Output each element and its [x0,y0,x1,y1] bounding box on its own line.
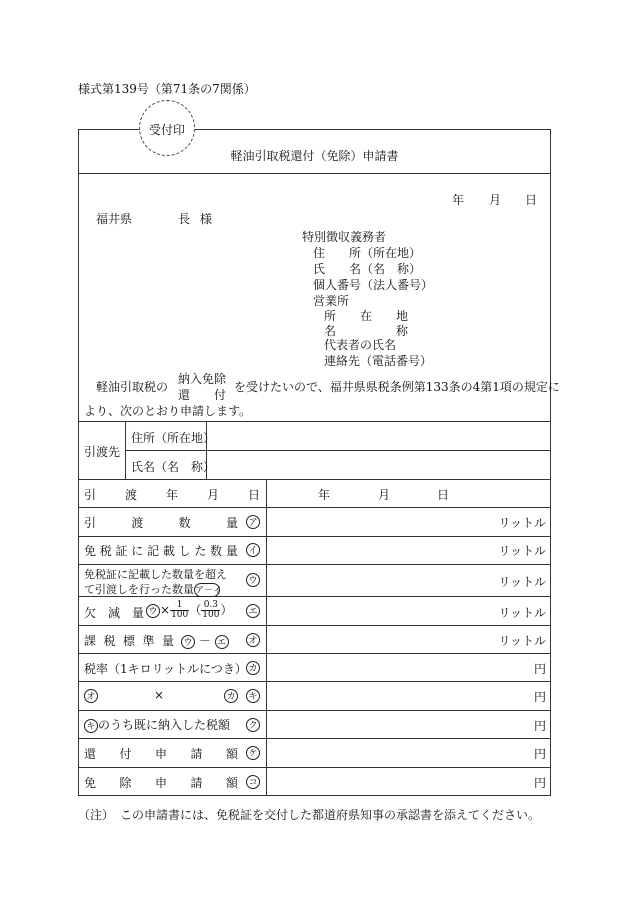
mark-ka: カ [246,661,260,675]
unit-yen: 円 [533,690,546,704]
office-name-label: 名 称 [324,324,409,338]
addressee-prefecture: 福井県 [96,212,133,226]
form-title: 軽油引取税還付（免除）申請書 [230,149,399,163]
divider [78,625,551,626]
mark-u: ウ [246,573,260,587]
applicant-heading: 特別徴収義務者 [302,230,387,244]
mark-ki-lead: キ [84,719,98,733]
mark-ku: ク [246,718,260,732]
frac2-den: 100 [202,610,220,620]
divider [78,536,551,537]
unit-liter: リットル [498,575,546,589]
date-day-label: 日 [525,193,538,207]
addressee-honorific: 様 [200,212,213,226]
row-tax-rate-label: 税率（1キロリットルにつき） [84,662,247,676]
divider [78,173,551,174]
office-address-label: 所 在 地 [324,309,409,323]
mark-ko: コ [246,775,260,789]
request-line2: より、次のとおり申請します。 [84,404,252,418]
mark-ke: ケ [246,746,260,760]
contact-label: 連絡先（電話番号） [324,354,433,368]
recipient-address-field[interactable] [208,423,549,448]
office-heading: 営業所 [313,294,350,308]
reception-stamp: 受付印 [139,100,195,156]
row-paid-label: キ のうち既に納入した税額 [84,716,230,733]
mark-o: オ [246,633,260,647]
mark-ki: キ [246,689,260,703]
mark-o-left: オ [84,689,98,703]
row-transfer-quantity-label: 引 渡 数 量 [84,516,238,530]
formula-a-minus-i: ア－イ [194,583,220,597]
representative-label: 代表者の氏名 [324,338,397,352]
mark-a: ア [246,515,260,529]
request-suffix: を受けたいので、福井県県税条例第133条の4第1項の規定に [234,380,560,394]
date-month-label: 月 [489,193,502,207]
frac2-num: 0.3 [201,601,220,611]
divider [78,767,551,768]
form-number: 様式第139号（第71条の7関係） [78,82,256,96]
applicant-number-label: 個人番号（法人番号） [313,278,434,292]
row-transfer-date-label: 引 渡 年 月 日 [84,488,260,502]
recipient-address-label: 住所（所在地） [131,431,216,445]
row-excess-label-line2: て引渡しを行った数量ア－イ [84,583,223,596]
multiply-sign: × [154,688,165,702]
taxable-formula: ウ － エ [181,632,229,649]
unit-liter: リットル [498,606,546,620]
frac1-num: 1 [170,601,189,611]
divider [78,710,551,711]
unit-yen: 円 [533,747,546,761]
divider [125,450,551,451]
row-excess-label-line1: 免税証に記載した数量を超え [84,568,227,581]
row-taxable-label: 課 税 標 準 量 [84,634,174,648]
unit-liter: リットル [498,634,546,648]
unit-liter: リットル [498,544,546,558]
transfer-date-year: 年 [318,488,331,502]
divider [78,564,551,565]
divider [78,738,551,739]
divider [78,479,551,480]
divider [78,421,551,422]
unit-liter: リットル [498,516,546,530]
row-shrinkage-label: 欠 減 量 [84,606,145,620]
divider [78,507,551,508]
mark-u-small: ウ [146,604,160,618]
shrinkage-formula: ウ × $\frac{1}{100}$ （ $\frac{0.3}{100}$ ） [146,601,232,620]
frac1-den: 100 [171,610,189,620]
applicant-address-label: 住 所（所在地） [313,246,422,260]
date-year-label: 年 [452,193,465,207]
request-choice-bottom: 還 付 [178,388,227,402]
unit-yen: 円 [533,776,546,790]
unit-yen: 円 [533,719,546,733]
applicant-name-label: 氏 名（名 称） [313,262,422,276]
request-prefix: 軽油引取税の [96,380,169,394]
request-choice-top: 納入免除 [178,372,227,386]
mark-i: イ [246,543,260,557]
mark-e: エ [246,604,260,618]
unit-yen: 円 [533,662,546,676]
recipient-label: 引渡先 [84,445,121,459]
divider [78,653,551,654]
recipient-name-field[interactable] [208,452,549,477]
recipient-name-label: 氏名（名 称） [131,460,216,474]
row-refund-label: 還 付 申 請 額 [84,747,238,761]
transfer-date-month: 月 [378,488,391,502]
column-divider [125,421,126,479]
column-divider [266,479,267,796]
mark-ka-right: カ [224,689,238,703]
row-exemption-label: 免 除 申 請 額 [84,776,238,790]
footnote: （注） この申請書には、免税証を交付した都道府県知事の承認書を添えてください。 [78,808,541,822]
addressee-role: 長 [178,212,191,226]
divider [78,681,551,682]
row-certificate-quantity-label: 免 税 証 に 記 載 し た 数 量 [84,544,238,558]
transfer-date-day: 日 [437,488,450,502]
